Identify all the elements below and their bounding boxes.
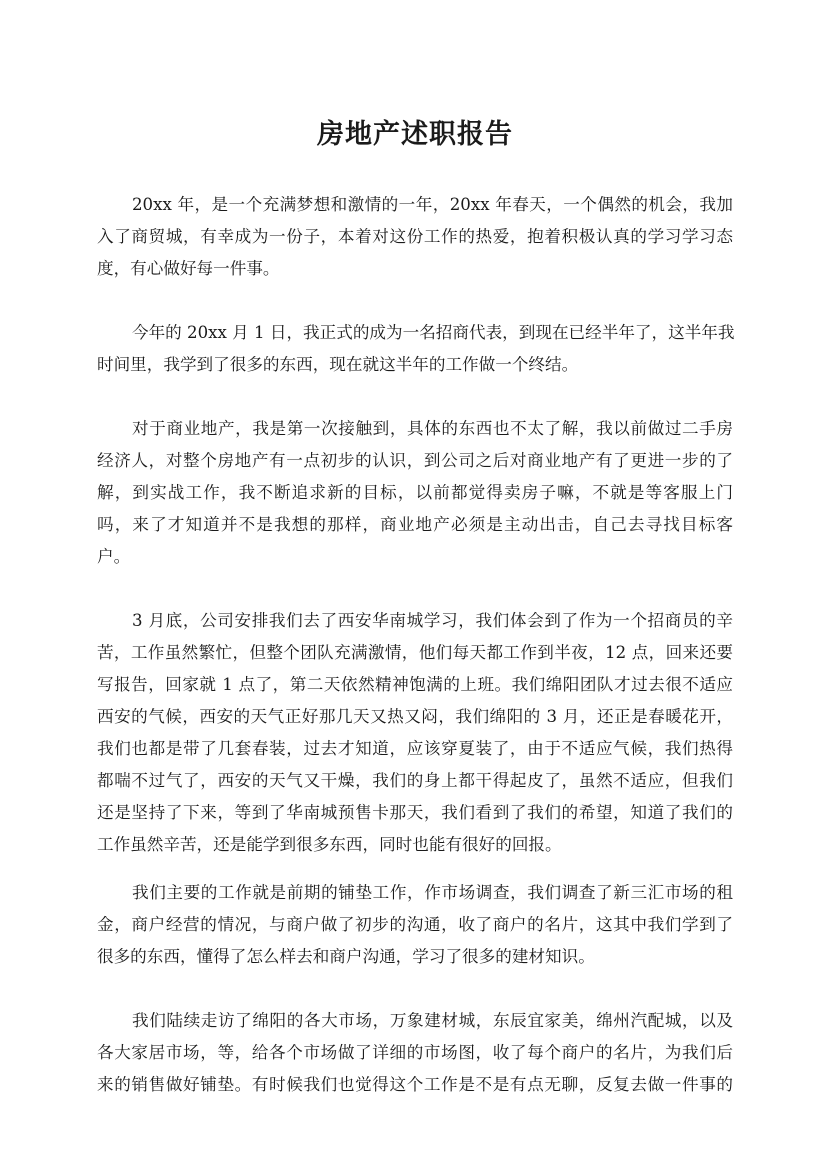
paragraph xyxy=(97,1005,733,1101)
text-line: 各大家居市场，等，给各个市场做了详细的市场图，收了每个商户的名片，为我们后 xyxy=(97,1043,733,1062)
text-line: 时间里，我学到了很多的东西，现在就这半年的工作做一个终结。 xyxy=(97,355,579,374)
paragraph xyxy=(97,605,733,861)
text-line: 3 月底，公司安排我们去了西安华南城学习，我们体会到了作为一个招商员的辛 xyxy=(132,611,733,630)
text-line: 度，有心做好每一件事。 xyxy=(97,259,280,278)
text-line: 20xx 年，是一个充满梦想和激情的一年，20xx 年春天，一个偶然的机会，我加 xyxy=(132,195,733,214)
document-title: 房地产述职报告 xyxy=(317,119,513,150)
paragraph xyxy=(97,189,733,285)
text-line: 解，到实战工作，我不断追求新的目标，以前都觉得卖房子嘛，不就是等客服上门 xyxy=(97,483,733,502)
text-line: 都喘不过气了，西安的天气又干燥，我们的身上都干得起皮了，虽然不适应，但我们 xyxy=(97,771,733,790)
text-line: 对于商业地产，我是第一次接触到，具体的东西也不太了解，我以前做过二手房 xyxy=(132,419,733,438)
text-line: 入了商贸城，有幸成为一份子，本着对这份工作的热爱，抱着积极认真的学习学习态 xyxy=(97,227,733,246)
text-line: 西安的气候，西安的天气正好那几天又热又闷，我们绵阳的 3 月，还正是春暖花开， xyxy=(97,707,733,726)
paragraph xyxy=(97,877,733,973)
text-line: 写报告，回家就 1 点了，第二天依然精神饱满的上班。我们绵阳团队才过去很不适应 xyxy=(97,675,733,694)
text-line: 金，商户经营的情况，与商户做了初步的沟通，收了商户的名片，这其中我们学到了 xyxy=(97,915,733,934)
text-line: 户。 xyxy=(97,547,131,566)
text-line: 我们主要的工作就是前期的铺垫工作，作市场调查，我们调查了新三汇市场的租 xyxy=(132,883,733,902)
text-line: 工作虽然辛苦，还是能学到很多东西，同时也能有很好的回报。 xyxy=(97,835,562,854)
text-line: 很多的东西，懂得了怎么样去和商户沟通，学习了很多的建材知识。 xyxy=(97,947,595,966)
paragraph xyxy=(97,317,733,381)
text-line: 吗，来了才知道并不是我想的那样，商业地产必须是主动出击，自己去寻找目标客 xyxy=(97,515,733,534)
text-line: 经济人，对整个房地产有一点初步的认识，到公司之后对商业地产有了更进一步的了 xyxy=(97,451,733,470)
text-line: 来的销售做好铺垫。有时候我们也觉得这个工作是不是有点无聊，反复去做一件事的 xyxy=(97,1075,733,1094)
paragraph xyxy=(97,413,733,573)
text-line: 我们也都是带了几套春装，过去才知道，应该穿夏装了，由于不适应气候，我们热得 xyxy=(97,739,733,758)
text-line: 我们陆续走访了绵阳的各大市场，万象建材城，东辰宜家美，绵州汽配城，以及 xyxy=(132,1011,733,1030)
text-line: 还是坚持了下来，等到了华南城预售卡那天，我们看到了我们的希望，知道了我们的 xyxy=(97,803,733,822)
text-line: 今年的 20xx 月 1 日，我正式的成为一名招商代表，到现在已经半年了，这半年我 xyxy=(132,323,735,342)
text-line: 苦，工作虽然繁忙，但整个团队充满激情，他们每天都工作到半夜，12 点，回来还要 xyxy=(97,643,733,662)
